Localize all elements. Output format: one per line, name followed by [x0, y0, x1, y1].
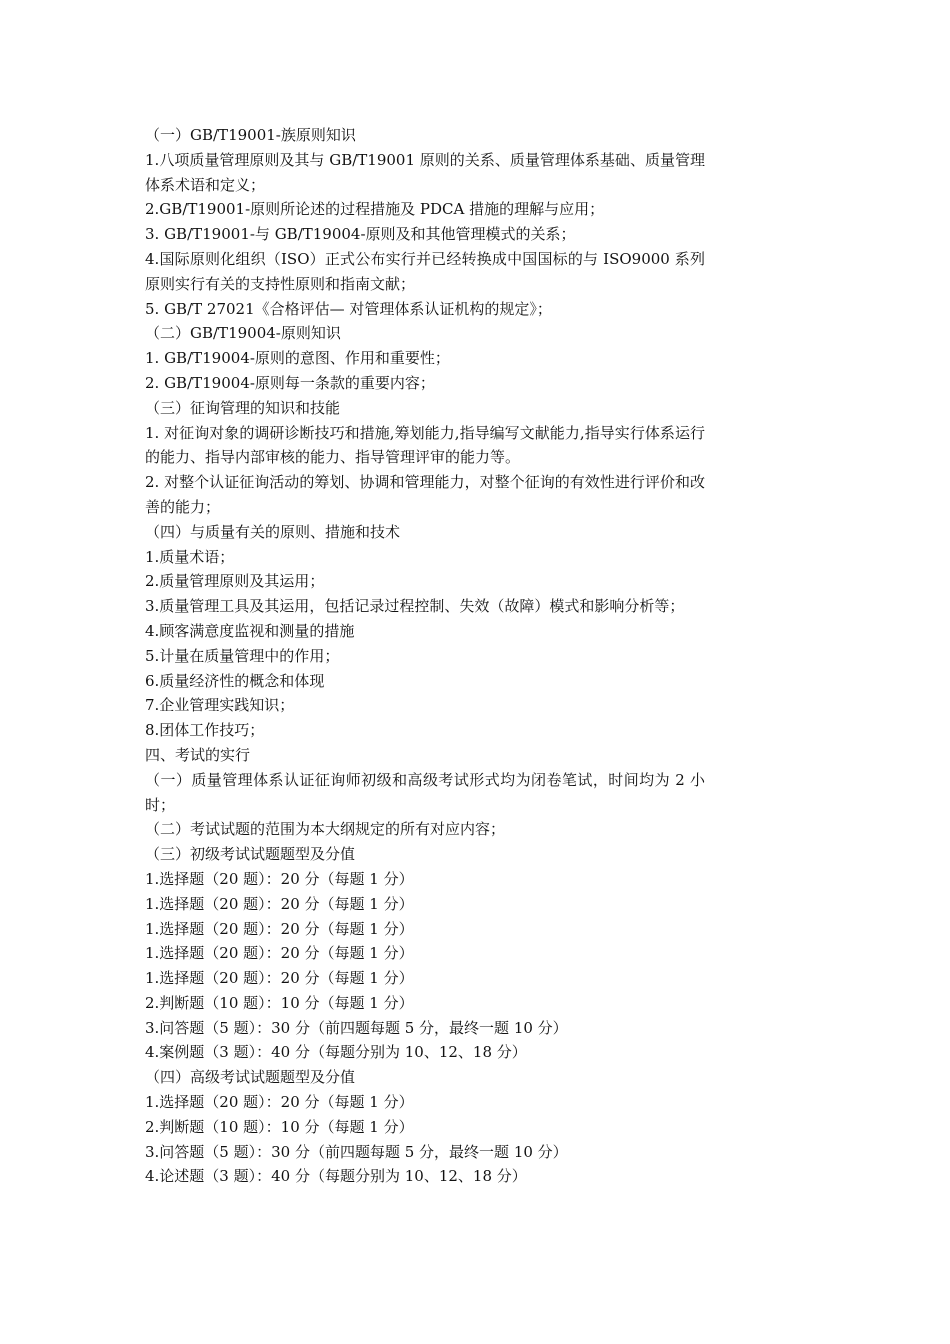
document-line: （三）初级考试试题题型及分值: [145, 845, 356, 864]
document-line: 2. 对整个认证征询活动的筹划、协调和管理能力，对整个征询的有效性进行评价和改善的能力；: [145, 473, 705, 516]
document-line: 1. 对征询对象的调研诊断技巧和措施,筹划能力,指导编写文献能力,指导实行体系运行的能力、指导内部审核的能力、指导管理评审的能力等。: [145, 423, 705, 467]
document-line: 4.案例题（3 题）：40 分（每题分别为 10、12、18 分）: [145, 1043, 527, 1062]
document-line: （三）征询管理的知识和技能: [145, 398, 341, 417]
document-line: 3.质量管理工具及其运用，包括记录过程控制、失效（故障）模式和影响分析等；: [145, 597, 685, 616]
document-line: 2.判断题（10 题）：10 分（每题 1 分）: [145, 993, 414, 1012]
document-line: 1.选择题（20 题）：20 分（每题 1 分）: [145, 1093, 414, 1112]
document-line: 四、考试的实行: [145, 745, 251, 764]
document-line: 2.GB/T19001-原则所论述的过程措施及 PDCA 措施的理解与应用；: [145, 200, 605, 219]
document-line: 5. GB/T 27021《合格评估— 对管理体系认证机构的规定》；: [145, 299, 552, 318]
document-line: （一）质量管理体系认证征询师初级和高级考试形式均为闭卷笔试，时间均为 2 小时；: [145, 770, 705, 814]
document-line: 1. GB/T19004-原则的意图、作用和重要性；: [145, 349, 450, 368]
document-line: 4.论述题（3 题）：40 分（每题分别为 10、12、18 分）: [145, 1167, 527, 1186]
document-line: （二）GB/T19004-原则知识: [145, 324, 341, 343]
document-line: 5.计量在质量管理中的作用；: [145, 646, 340, 665]
document-line: 1.八项质量管理原则及其与 GB/T19001 原则的关系、质量管理体系基础、质量管理体系术语和定义；: [145, 150, 705, 194]
document-line: 1.质量术语；: [145, 547, 235, 566]
document-line: （一）GB/T19001-族原则知识: [145, 126, 356, 144]
document-line: 2.判断题（10 题）：10 分（每题 1 分）: [145, 1117, 414, 1136]
document-line: 6.质量经济性的概念和体现: [145, 671, 325, 690]
document-line: 3. GB/T19001-与 GB/T19004-原则及和其他管理模式的关系；: [145, 225, 576, 244]
document-line: 3.问答题（5 题）：30 分（前四题每题 5 分，最终一题 10 分）: [145, 1142, 568, 1161]
document-line: 3.问答题（5 题）：30 分（前四题每题 5 分，最终一题 10 分）: [145, 1018, 568, 1037]
document-line: 1.选择题（20 题）：20 分（每题 1 分）: [145, 894, 414, 913]
document-body: [145, 123, 705, 1189]
document-line: 1.选择题（20 题）：20 分（每题 1 分）: [145, 944, 414, 963]
document-line: （二）考试试题的范围为本大纲规定的所有对应内容；: [145, 820, 506, 839]
document-line: 2.质量管理原则及其运用；: [145, 572, 325, 591]
document-line: 1.选择题（20 题）：20 分（每题 1 分）: [145, 919, 414, 938]
document-line: 7.企业管理实践知识；: [145, 696, 295, 715]
document-line: 4.顾客满意度监视和测量的措施: [145, 621, 355, 640]
document-line: 1.选择题（20 题）：20 分（每题 1 分）: [145, 969, 414, 988]
document-line: （四）高级考试试题题型及分值: [145, 1068, 356, 1087]
document-line: 2. GB/T19004-原则每一条款的重要内容；: [145, 373, 435, 392]
document-line: （四）与质量有关的原则、措施和技术: [145, 522, 401, 541]
document-line: 4.国际原则化组织（ISO）正式公布实行并已经转换成中国国标的与 ISO9000 系列原则实行有关的支持性原则和指南文献；: [145, 249, 705, 293]
document-line: 8.团体工作技巧；: [145, 721, 265, 740]
document-line: 1.选择题（20 题）：20 分（每题 1 分）: [145, 869, 414, 888]
